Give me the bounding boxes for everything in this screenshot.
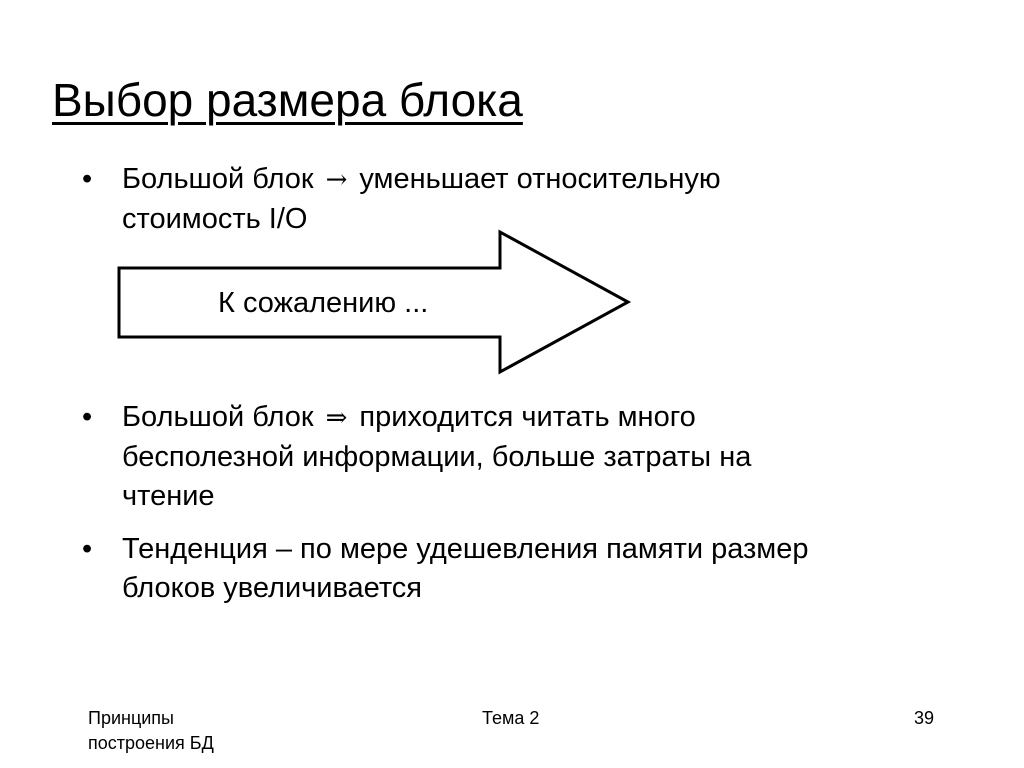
bullet-line: [122, 160, 942, 200]
footer-line: Принципы: [88, 708, 174, 728]
bullet-line-part: Большой блок: [122, 401, 314, 433]
bullet-marker: •: [82, 163, 93, 195]
right-arrow-icon: →: [325, 165, 348, 195]
footer-topic: Тема 2: [482, 708, 540, 728]
bullet-line-part: уменьшает относительную: [359, 163, 721, 195]
block-arrow-callout: [116, 229, 632, 375]
bullet-text: [122, 160, 942, 239]
footer-line: построения БД: [88, 733, 214, 753]
bullet-line-part: Большой блок: [122, 163, 314, 195]
bullet-line: Тенденция – по мере удешевления памяти размер: [122, 533, 809, 565]
bullet-text: [122, 398, 942, 516]
page-number: 39: [914, 708, 935, 728]
bullet-line: бесполезной информации, больше затраты на: [122, 441, 752, 473]
bullet-text: [122, 530, 942, 608]
bullet-marker: •: [82, 401, 93, 433]
bullet-line-part: приходится читать много: [359, 401, 696, 433]
bullet-line: блоков увеличивается: [122, 572, 422, 604]
bullet-line: чтение: [122, 480, 215, 512]
bullet-marker: •: [82, 533, 93, 565]
arrow-label: К сожалению ...: [218, 287, 429, 319]
slide-title: Выбор размера блока: [52, 74, 523, 126]
implies-arrow-icon: ⇒: [325, 403, 348, 433]
bullet-line: стоимость I/O: [122, 203, 308, 235]
bullet-line: [122, 398, 942, 438]
footer-course-name: [88, 706, 288, 756]
